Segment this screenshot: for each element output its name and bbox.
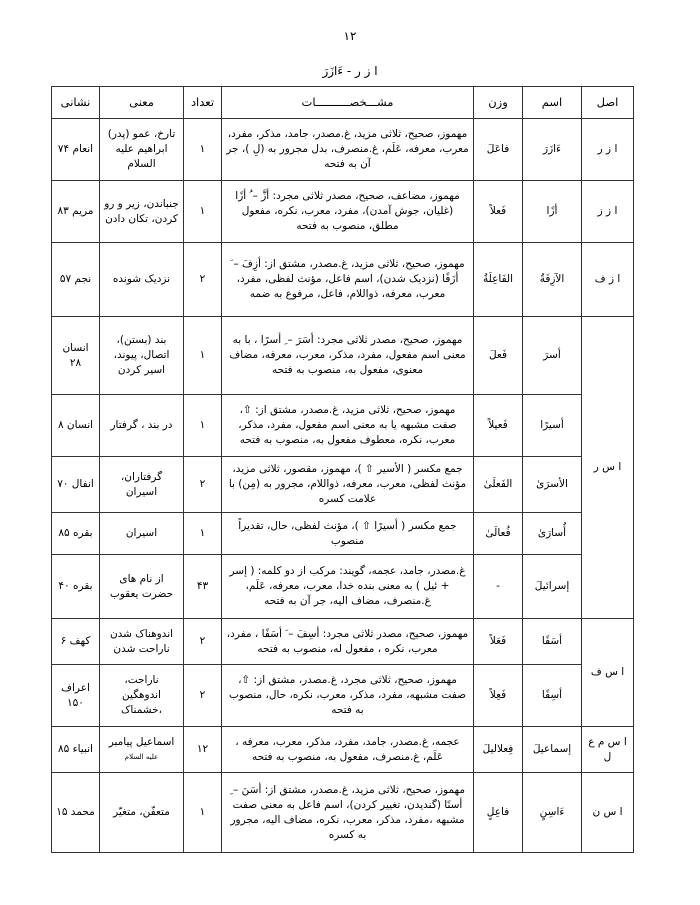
reference-cell: بقره ۸۵ (52, 513, 100, 555)
header-meaning: معنی (100, 87, 184, 119)
pattern-cell: فَعَلاً (474, 619, 523, 665)
page-number: ۱۲ (343, 29, 357, 43)
noun-cell: أسَفًا (523, 619, 582, 665)
meaning-cell: بند (بستن)، اتصال، پیوند، اسیر کردن (100, 317, 184, 395)
root-cell: ا ز ز (582, 181, 634, 243)
header-features: مشـــخصــــــــــات (222, 87, 474, 119)
pattern-cell: فاعِلٍ (474, 773, 523, 853)
meaning-subtext: علیه السلام (124, 752, 159, 761)
header-noun: اسم (523, 87, 582, 119)
noun-cell: أسرَ (523, 317, 582, 395)
noun-cell: ءَاسِنٍ (523, 773, 582, 853)
features-cell: جمع مکسر ( الأسیر ⇧ )، مهموز، مقصور، ثلاثی مزید، مؤنث لفظی، معرب، معرفه، ذواللام، مجرور به (مِن) با علامت کسره (222, 457, 474, 513)
reference-cell: نجم ۵۷ (52, 243, 100, 317)
features-cell: مهموز، صحیح، ثلاثی مزید، غ.مصدر، مشتق از: أزِفَ – َ أزَفًا (نزدیک شدن)، اسم فاعل، مؤنث لفظی، مفرد، معرب، معرفه، ذواللام، فاعل، مرفوع به ضمه (222, 243, 474, 317)
features-cell: جمع مکسر ( أسیرًا ⇧ )، مؤنث لفظی، حال، تقدیراً منصوب (222, 513, 474, 555)
meaning-cell: ناراحت، اندوهگین ،خشمناک (100, 665, 184, 727)
header-reference: نشانی (52, 87, 100, 119)
reference-cell: بقره ۴۰ (52, 555, 100, 619)
pattern-cell: فُعالَیٰ (474, 513, 523, 555)
meaning-cell: گرفتاران، اسیران (100, 457, 184, 513)
reference-cell: انسان ۲۸ (52, 317, 100, 395)
meaning-text: اسماعیل پیامبر (108, 735, 175, 748)
count-cell: ۱ (184, 513, 222, 555)
reference-cell: مریم ۸۳ (52, 181, 100, 243)
reference-cell: انفال ۷۰ (52, 457, 100, 513)
count-cell: ۱ (184, 395, 222, 457)
table-row (52, 119, 634, 181)
noun-cell: أُسارَیٰ (523, 513, 582, 555)
noun-cell: أسیرًا (523, 395, 582, 457)
pattern-cell: فَعِلاً (474, 665, 523, 727)
pattern-cell: الفَاعِلَةُ (474, 243, 523, 317)
meaning-cell (100, 727, 184, 773)
features-cell: مهموز، صحیح، ثلاثی مجرد، غ.مصدر، مشتق از: ⇧، صفت مشبهه، مفرد، مذکر، معرب، نکره، حال، منصوب به فتحه (222, 665, 474, 727)
table-row (52, 773, 634, 853)
features-cell: مهموز، صحیح، ثلاثی مزید، غ.مصدر، جامد، مذکر، مفرد، معرب، معرفه، عَلَم، غ.منصرف، بدل مجرور به (لِ )، جر آن به فتحه (222, 119, 474, 181)
root-cell: ا س ر (582, 317, 634, 619)
pattern-cell: فَعلَ (474, 317, 523, 395)
meaning-cell: اندوهناک شدن ناراحت شدن (100, 619, 184, 665)
count-cell: ۱ (184, 181, 222, 243)
noun-cell: إسرائیلَ (523, 555, 582, 619)
reference-cell: انعام ۷۴ (52, 119, 100, 181)
features-cell: مهموز، صحیح، مصدر ثلاثی مجرد: أسِفَ – َ أسَفًا ، مفرد، معرب، نکره ، مفعول له، منصوب به فتحه (222, 619, 474, 665)
table-row (52, 665, 634, 727)
noun-cell: إسماعیلَ (523, 727, 582, 773)
noun-cell: ءَازَرَ (523, 119, 582, 181)
reference-cell: محمد ۱۵ (52, 773, 100, 853)
meaning-cell: اسیران (100, 513, 184, 555)
meaning-cell: نزدیک شونده (100, 243, 184, 317)
table-row (52, 619, 634, 665)
root-cell: ا ز ر (582, 119, 634, 181)
count-cell: ۱۲ (184, 727, 222, 773)
table-row (52, 727, 634, 773)
reference-cell: انسان ۸ (52, 395, 100, 457)
table-row (52, 317, 634, 395)
count-cell: ۱ (184, 317, 222, 395)
root-cell: ا س ف (582, 619, 634, 727)
count-cell: ۲ (184, 243, 222, 317)
table-row (52, 457, 634, 513)
pattern-cell: الفَعلَیٰ (474, 457, 523, 513)
noun-cell: أزًا (523, 181, 582, 243)
features-cell: عجمه، غ.مصدر، جامد، مفرد، مذکر، معرب، معرفه ، عَلَم، غ.منصرف، مفعول به، منصوب به فتحه (222, 727, 474, 773)
root-cell: ا س م ع ل (582, 727, 634, 773)
noun-cell: الآزِفَةُ (523, 243, 582, 317)
features-cell: مهموز، مضاعف، صحیح، مصدر ثلاثی مجرد: أزَّ – ُ أزًا (غلیان، جوش آمدن)، مفرد، معرب، نکره، مفعول مطلق، منصوب به فتحه (222, 181, 474, 243)
pattern-cell: فَعیلاً (474, 395, 523, 457)
meaning-cell: از نام های حضرت یعقوب (100, 555, 184, 619)
features-cell: مهموز، صحیح، مصدر ثلاثی مجرد: أسَرَ – ِ أسرًا ، با به معنی اسم مفعول، مفرد، مذکر، معرب، معرفه، مضاف معنوی، مفعول به، منصوب به فتحه (222, 317, 474, 395)
pattern-cell: فَعلاً (474, 181, 523, 243)
reference-cell: انبیاء ۸۵ (52, 727, 100, 773)
features-cell: غ.مصدر، جامد، عجمه، گویند: مرکب از دو کلمه: ( إسر + ئیل ) به معنی بنده خدا، معرب، معرفه، عَلَم، غ.منصرف، مضاف الیه، جر آن به فتحه (222, 555, 474, 619)
table-row (52, 395, 634, 457)
header-pattern: وزن (474, 87, 523, 119)
pattern-cell: فاعَلَ (474, 119, 523, 181)
reference-cell: کهف ۶ (52, 619, 100, 665)
meaning-cell: متعفّن، متغیّر (100, 773, 184, 853)
count-cell: ۱ (184, 119, 222, 181)
pattern-cell: - (474, 555, 523, 619)
count-cell: ۲ (184, 665, 222, 727)
features-cell: مهموز، صحیح، ثلاثی مزید، غ.مصدر، مشتق از: أسَنَ – ِ أسنًا (گندیدن، تغییر کردن)، اسم فاعل به معنی صفت مشبهه ،مفرد، مذکر، معرب، نکره، مضاف الیه، مجرور به کسره (222, 773, 474, 853)
meaning-cell: در بند ، گرفتار (100, 395, 184, 457)
lexicon-table (51, 86, 634, 853)
header-row (52, 87, 634, 119)
header-root: اصل (582, 87, 634, 119)
count-cell: ۲ (184, 457, 222, 513)
reference-cell: اعراف ۱۵۰ (52, 665, 100, 727)
table-row (52, 243, 634, 317)
count-cell: ۴۳ (184, 555, 222, 619)
table-row (52, 181, 634, 243)
meaning-cell: تارخ، عمو (پدر) ابراهیم علیه السلام (100, 119, 184, 181)
count-cell: ۱ (184, 773, 222, 853)
count-cell: ۲ (184, 619, 222, 665)
page-title: ا ز ر - ءَازَرَ (322, 64, 378, 78)
pattern-cell: فِعلالیلَ (474, 727, 523, 773)
table-row (52, 513, 634, 555)
header-count: تعداد (184, 87, 222, 119)
noun-cell: الأسرَیٰ (523, 457, 582, 513)
features-cell: مهموز، صحیح، ثلاثی مزید، غ.مصدر، مشتق از: ⇧، صفت مشبهه یا به معنی اسم مفعول، مفرد، مذکر، معرب، نکره، معطوف مفعول به، منصوب به فتحه (222, 395, 474, 457)
root-cell: ا ز ف (582, 243, 634, 317)
meaning-cell: جنباندن، زیر و رو کردن، تکان دادن (100, 181, 184, 243)
noun-cell: أسِفًا (523, 665, 582, 727)
root-cell: ا س ن (582, 773, 634, 853)
table-row (52, 555, 634, 619)
